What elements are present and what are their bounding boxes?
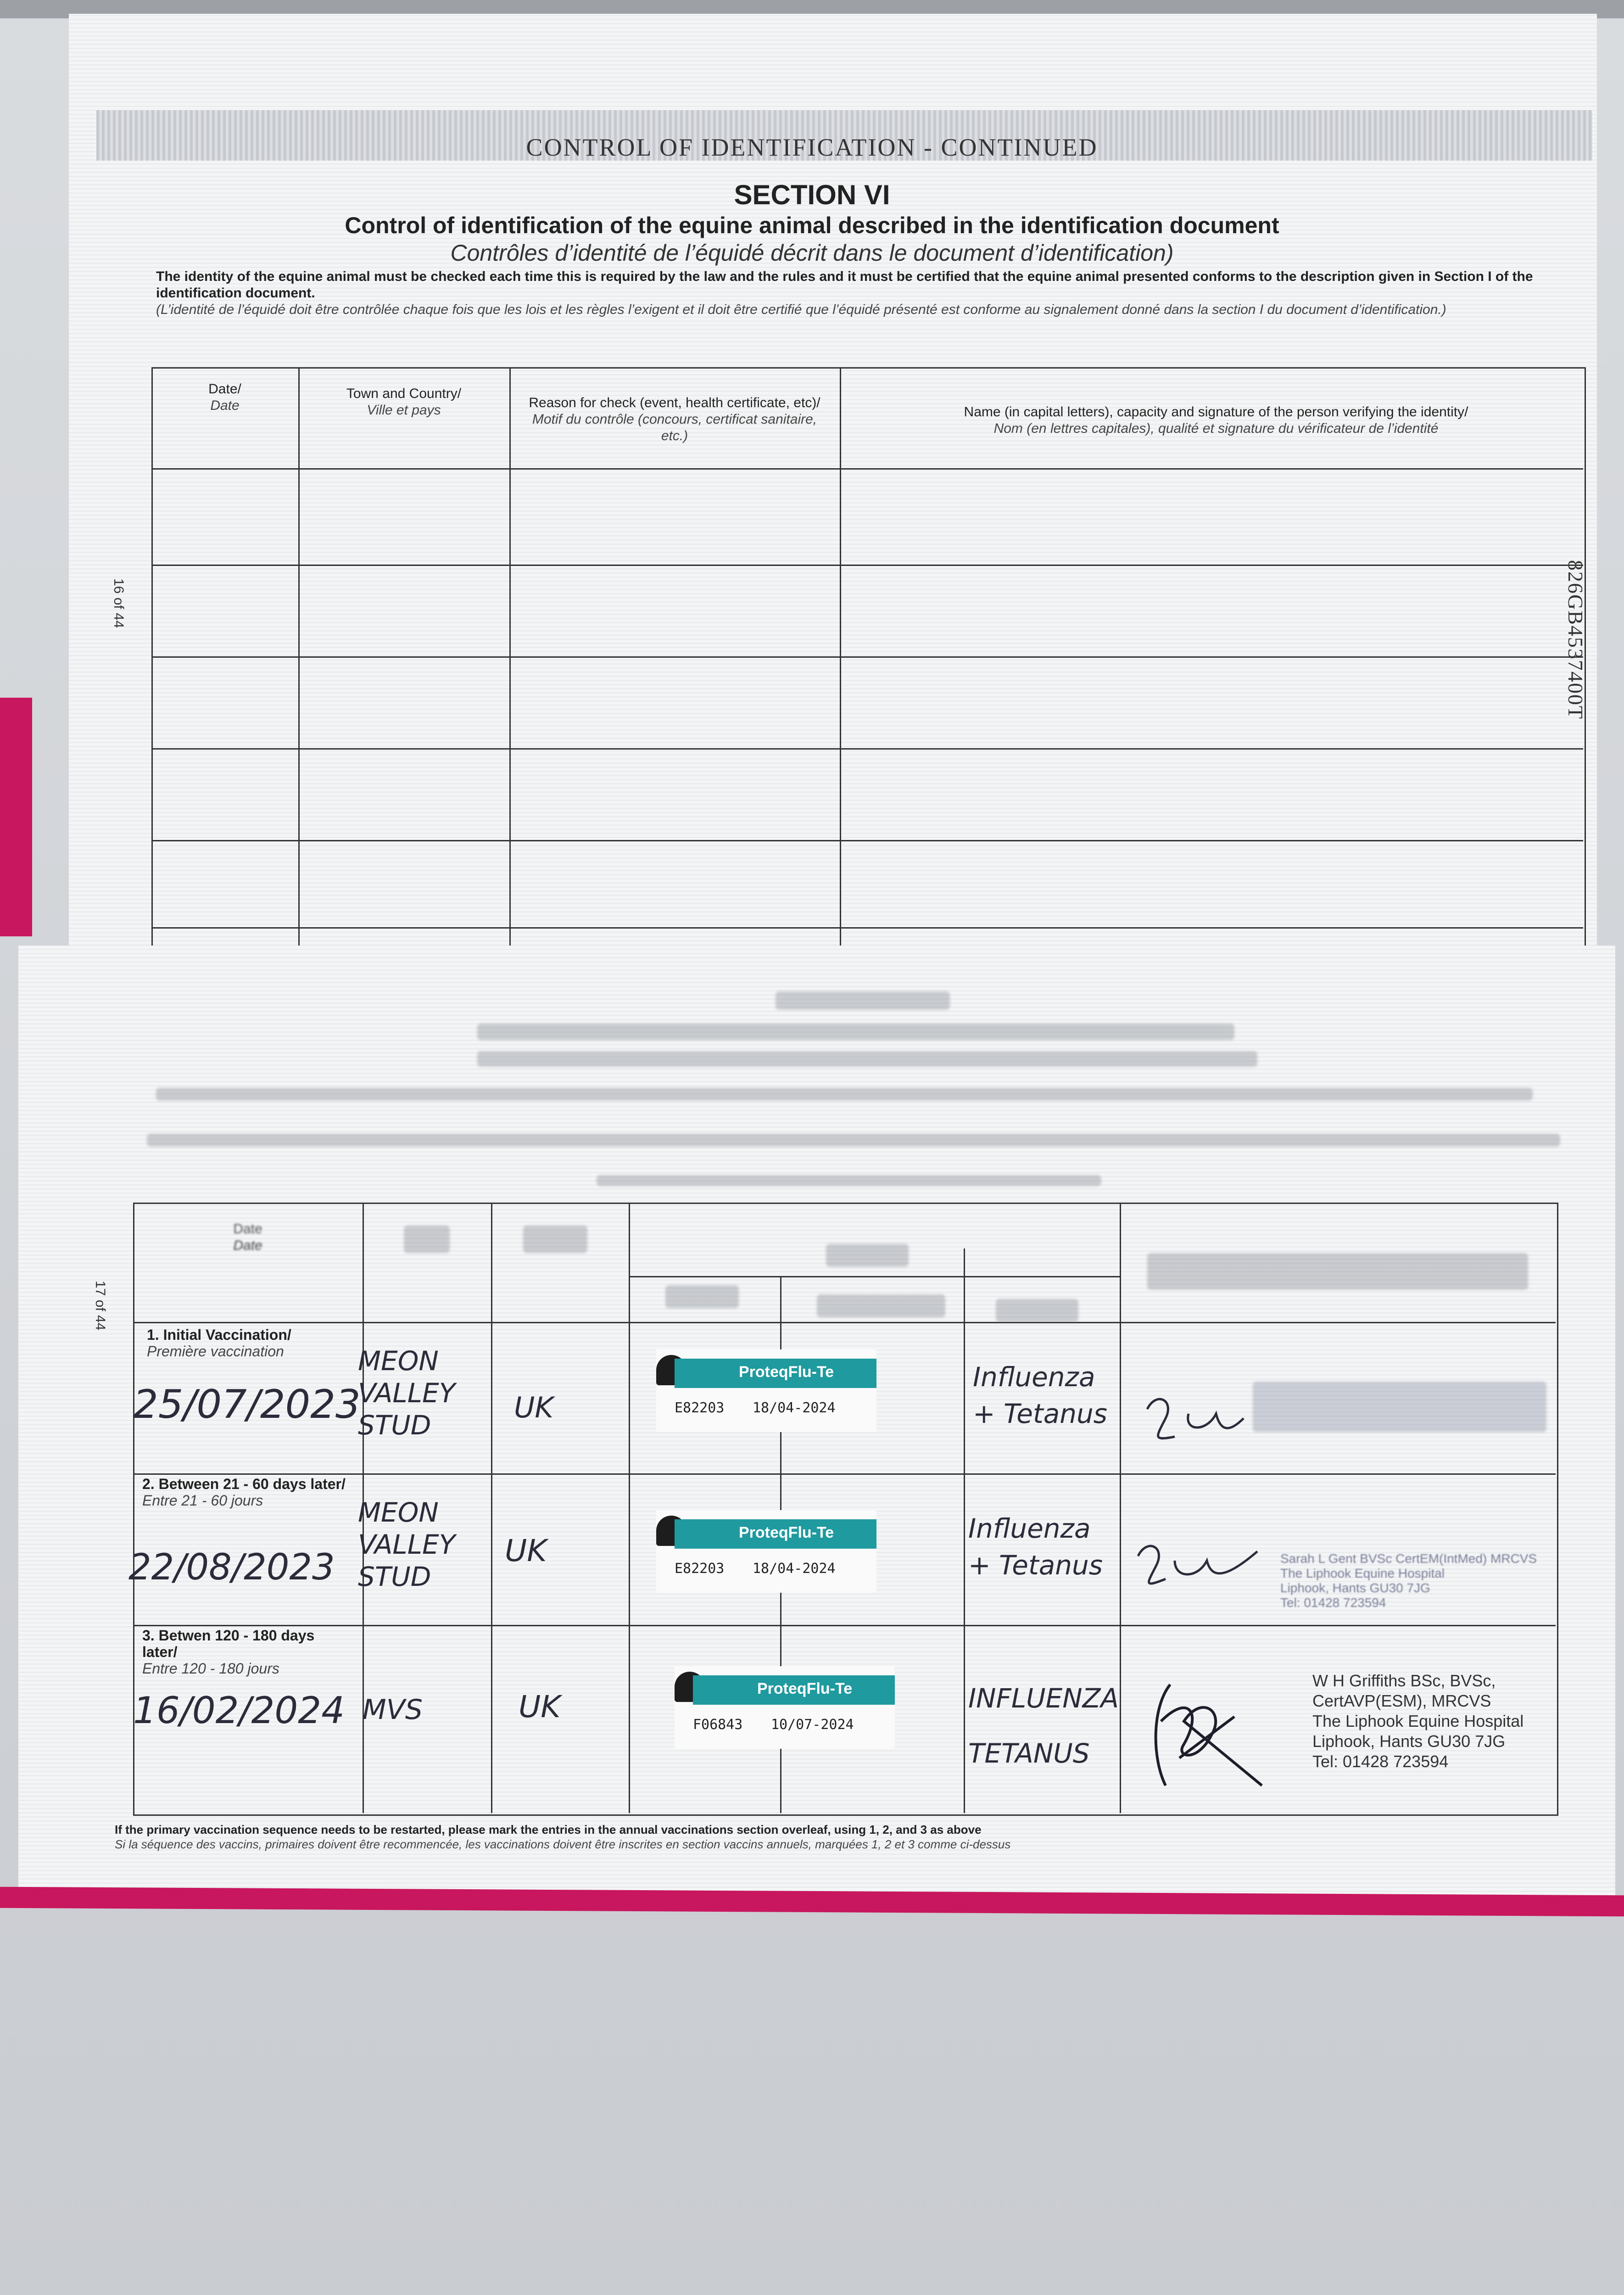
- row-divider: [133, 1625, 1556, 1626]
- col-divider: [629, 1203, 630, 1813]
- blurred-header: [523, 1226, 587, 1253]
- row-divider: [629, 1276, 1120, 1277]
- col-divider: [509, 367, 511, 964]
- date-2: 22/08/2023: [128, 1547, 335, 1588]
- row-divider: [151, 565, 1583, 566]
- row-divider: [151, 468, 1583, 470]
- vaccine-label-2: ProteqFlu-Te E82203 18/04-2024: [656, 1510, 876, 1593]
- intro-en: The identity of the equine animal must be checked each time this is required by the law and the rules and it must be certified that the equine animal presented conforms to the description given in Section I of the identification document.: [156, 269, 1533, 301]
- col-divider: [1120, 1203, 1121, 1813]
- blurred-text: [147, 1134, 1560, 1147]
- row-label-second: 2. Between 21 - 60 days later/ Entre 21 - 60 jours: [142, 1476, 346, 1509]
- blurred-heading: [776, 991, 950, 1010]
- disease-1: Influenza + Tetanus: [973, 1361, 1108, 1429]
- disease-2: Influenza + Tetanus: [968, 1513, 1103, 1581]
- blurred-heading: [477, 1024, 1234, 1040]
- band-title: CONTROL OF IDENTIFICATION - CONTINUED: [526, 134, 1098, 161]
- row-label-third: 3. Betwen 120 - 180 days later/ Entre 120 - 180 jours: [142, 1627, 315, 1677]
- blurred-header: [665, 1285, 739, 1308]
- row-divider: [133, 1322, 1556, 1323]
- country-2: UK: [505, 1533, 547, 1568]
- footnote: [115, 1822, 1491, 1852]
- vet-stamp-2: Sarah L Gent BVSc CertEM(IntMed) MRCVS The Liphook Equine Hospital Liphook, Hants GU30 7JG Tel: 01428 723594: [1280, 1551, 1537, 1610]
- col-header-verifier: Name (in capital letters), capacity and signature of the person verifying the identity/ Nom (en lettres capitales), qualité et signature du vérificateur de l’identité: [964, 404, 1468, 436]
- subtitle-en: Control of identification of the equine animal described in the identification document: [345, 213, 1279, 238]
- place-1: MEON VALLEY STUD: [358, 1345, 456, 1441]
- passport-cover-edge: [0, 698, 32, 936]
- place-2: MEON VALLEY STUD: [358, 1497, 456, 1592]
- side-code: 826GB4537400T: [1564, 560, 1587, 720]
- vet-signature-1: [1138, 1382, 1248, 1455]
- col-header-date: Date/ Date: [208, 381, 241, 413]
- row-divider: [133, 1473, 1556, 1475]
- blurred-vet-stamp-1: [1253, 1382, 1546, 1432]
- vet-signature-3: [1133, 1666, 1276, 1804]
- row-label-initial: 1. Initial Vaccination/ Première vaccination: [147, 1327, 291, 1360]
- page-number-17: 17 of 44: [93, 1281, 108, 1331]
- footnote-fr: Si la séquence des vaccins, primaires doivent être recommencée, les vaccinations doivent être inscrites en section vaccins annuels, marquées 1, 2 et 3 comme ci-dessus: [115, 1837, 1011, 1851]
- row-divider: [151, 748, 1583, 750]
- country-3: UK: [519, 1689, 561, 1724]
- page-number-16: 16 of 44: [111, 578, 126, 628]
- date-1: 25/07/2023: [133, 1382, 361, 1427]
- vet-stamp-3: W H Griffiths BSc, BVSc, CertAVP(ESM), MRCVS The Liphook Equine Hospital Liphook, Hants GU30 7JG Tel: 01428 723594: [1312, 1671, 1524, 1771]
- row-divider: [151, 840, 1583, 841]
- col-divider: [491, 1203, 492, 1813]
- disease-3: INFLUENZA TETANUS: [968, 1683, 1119, 1769]
- col-divider: [964, 1248, 965, 1813]
- section-title: SECTION VI: [734, 179, 890, 210]
- footnote-en: If the primary vaccination sequence needs to be restarted, please mark the entries in the annual vaccinations section overleaf, using 1, 2, and 3 as above: [115, 1823, 982, 1836]
- blurred-heading: [477, 1051, 1257, 1067]
- blurred-header: [996, 1299, 1078, 1322]
- vaccine-label-3: ProteqFlu-Te F06843 10/07-2024: [675, 1666, 895, 1749]
- blurred-header: [404, 1226, 450, 1253]
- row-divider: [151, 656, 1583, 658]
- blurred-header: [826, 1244, 909, 1267]
- blurred-text: [597, 1175, 1101, 1186]
- country-1: UK: [514, 1391, 554, 1424]
- col-header-reason: Reason for check (event, health certificate, etc)/ Motif du contrôle (concours, certificat sanitaire, etc.): [529, 395, 820, 443]
- date-3: 16/02/2024: [133, 1689, 345, 1732]
- blurred-text: [156, 1088, 1533, 1101]
- col-divider: [298, 367, 300, 964]
- vaccine-label-1: ProteqFlu-Te E82203 18/04-2024: [656, 1349, 876, 1432]
- intro-fr: (L’identité de l’équidé doit être contrôlée chaque fois que les lois et les règles l’exigent et il doit être certifié que l’équidé présenté est conforme au signalement donné dans la section I du document d’identification.): [156, 302, 1446, 317]
- blurred-header: [817, 1294, 945, 1317]
- row-divider: [151, 927, 1583, 929]
- subtitle-fr: Contrôles d’identité de l’équidé décrit dans le document d’identification): [450, 240, 1174, 266]
- col-header-date: Date Date: [233, 1221, 262, 1253]
- identity-check-table: [151, 367, 1586, 967]
- vet-signature-2: [1129, 1533, 1267, 1593]
- col-divider: [840, 367, 841, 964]
- intro-text: [156, 269, 1579, 318]
- blurred-header: [1147, 1253, 1528, 1290]
- col-header-town: Town and Country/ Ville et pays: [346, 386, 462, 418]
- place-3: MVS: [363, 1694, 423, 1726]
